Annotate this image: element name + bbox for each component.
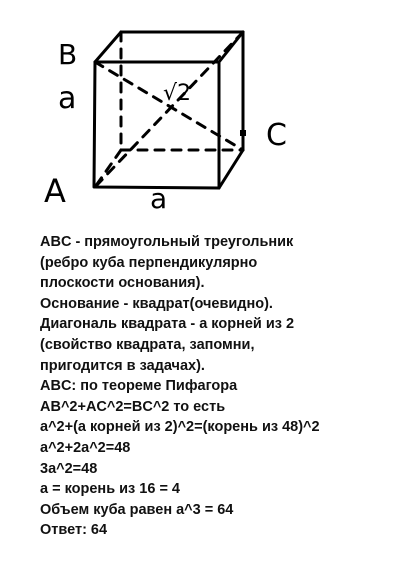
label-vertex-top: B <box>58 38 78 71</box>
label-edge-bottom: a <box>150 182 168 215</box>
solution-line: Диагональ квадрата - а корней из 2 <box>40 316 295 333</box>
solution-line: Основание - квадрат(очевидно). <box>40 295 273 312</box>
label-vertex-right: C <box>266 118 287 153</box>
solution-line: 3a^2=48 <box>40 460 98 477</box>
solution-line: AB^2+AC^2=BC^2 то есть <box>40 398 226 415</box>
solution-line: ABC - прямоугольный треугольник <box>40 234 294 250</box>
solution-line: пригодится в задачах). <box>40 357 205 374</box>
label-diagonal: √2 <box>163 81 192 106</box>
solution-line: a^2+2a^2=48 <box>40 439 131 456</box>
solution-line: (свойство квадрата, запомни, <box>40 336 255 353</box>
vertex-c-marker <box>240 130 246 136</box>
solution-line: Объем куба равен a^3 = 64 <box>40 501 234 518</box>
cube-sketch <box>0 0 401 225</box>
solution-line: a^2+(а корней из 2)^2=(корень из 48)^2 <box>40 419 320 436</box>
solution-line: Ответ: 64 <box>40 522 108 539</box>
label-edge-left: a <box>58 81 77 116</box>
solution-line: ABC: по теореме Пифагора <box>40 378 238 395</box>
solution-line: плоскости основания). <box>40 275 205 292</box>
cube-hidden-edges <box>95 32 243 187</box>
solution-line: a = корень из 16 = 4 <box>40 481 181 498</box>
label-vertex-bottom: A <box>44 172 66 210</box>
solution-text <box>40 232 396 541</box>
solution-line: (ребро куба перпендикулярно <box>40 254 258 271</box>
